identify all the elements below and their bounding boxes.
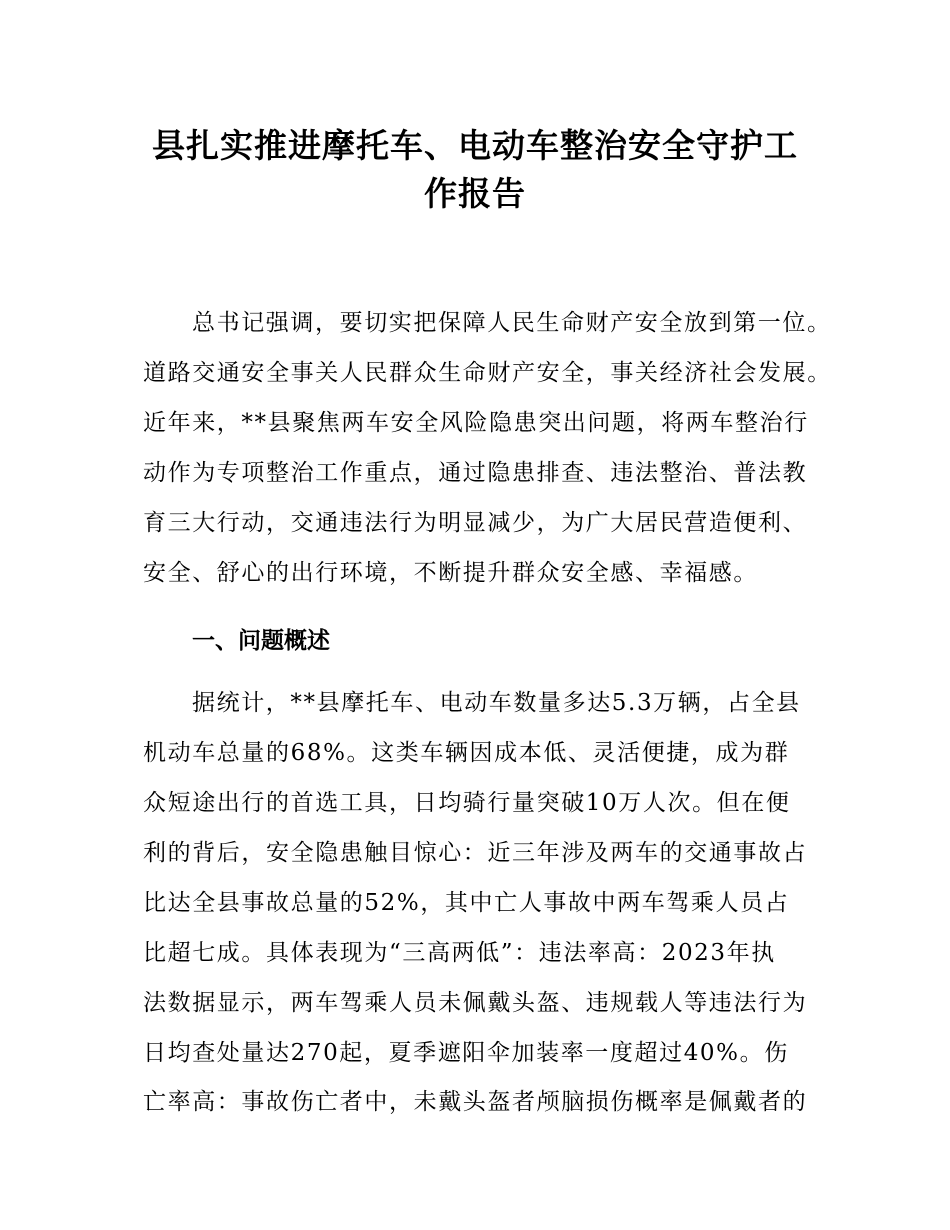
paragraph-line: 众短途出行的首选工具，日均骑行量突破10万人次。但在便 xyxy=(143,790,791,816)
paragraph-line: 动作为专项整治工作重点，通过隐患排查、违法整治、普法教 xyxy=(143,460,808,486)
paragraph-line: 道路交通安全事关人民群众生命财产安全，事关经济社会发展。 xyxy=(143,360,832,386)
paragraph-line: 亡率高：事故伤亡者中，未戴头盔者颅脑损伤概率是佩戴者的 xyxy=(143,1089,808,1115)
paragraph-line: 法数据显示，两车驾乘人员未佩戴头盔、违规载人等违法行为 xyxy=(143,990,808,1016)
document-title-line-1: 县扎实推进摩托车、电动车整治安全守护工 xyxy=(152,126,798,165)
paragraph-line: 利的背后，安全隐患触目惊心：近三年涉及两车的交通事故占 xyxy=(143,840,808,866)
paragraph-line: 日均查处量达270起，夏季遮阳伞加装率一度超过40%。伤 xyxy=(143,1040,789,1066)
paragraph-line: 总书记强调，要切实把保障人民生命财产安全放到第一位。 xyxy=(192,310,832,336)
paragraph-line: 据统计，**县摩托车、电动车数量多达5.3万辆，占全县 xyxy=(192,690,801,716)
paragraph-line: 近年来，**县聚焦两车安全风险隐患突出问题，将两车整治行 xyxy=(143,410,809,436)
paragraph-line: 比超七成。具体表现为“三高两低”：违法率高：2023年执 xyxy=(143,940,776,966)
paragraph-line: 比达全县事故总量的52%，其中亡人事故中两车驾乘人员占 xyxy=(143,890,790,916)
section-heading: 一、问题概述 xyxy=(192,628,330,654)
document-title-line-2: 作报告 xyxy=(424,174,526,213)
paragraph-line: 安全、舒心的出行环境，不断提升群众安全感、幸福感。 xyxy=(143,560,758,586)
paragraph-line: 育三大行动，交通违法行为明显减少，为广大居民营造便利、 xyxy=(143,510,808,536)
paragraph-line: 机动车总量的68%。这类车辆因成本低、灵活便捷，成为群 xyxy=(143,740,790,766)
